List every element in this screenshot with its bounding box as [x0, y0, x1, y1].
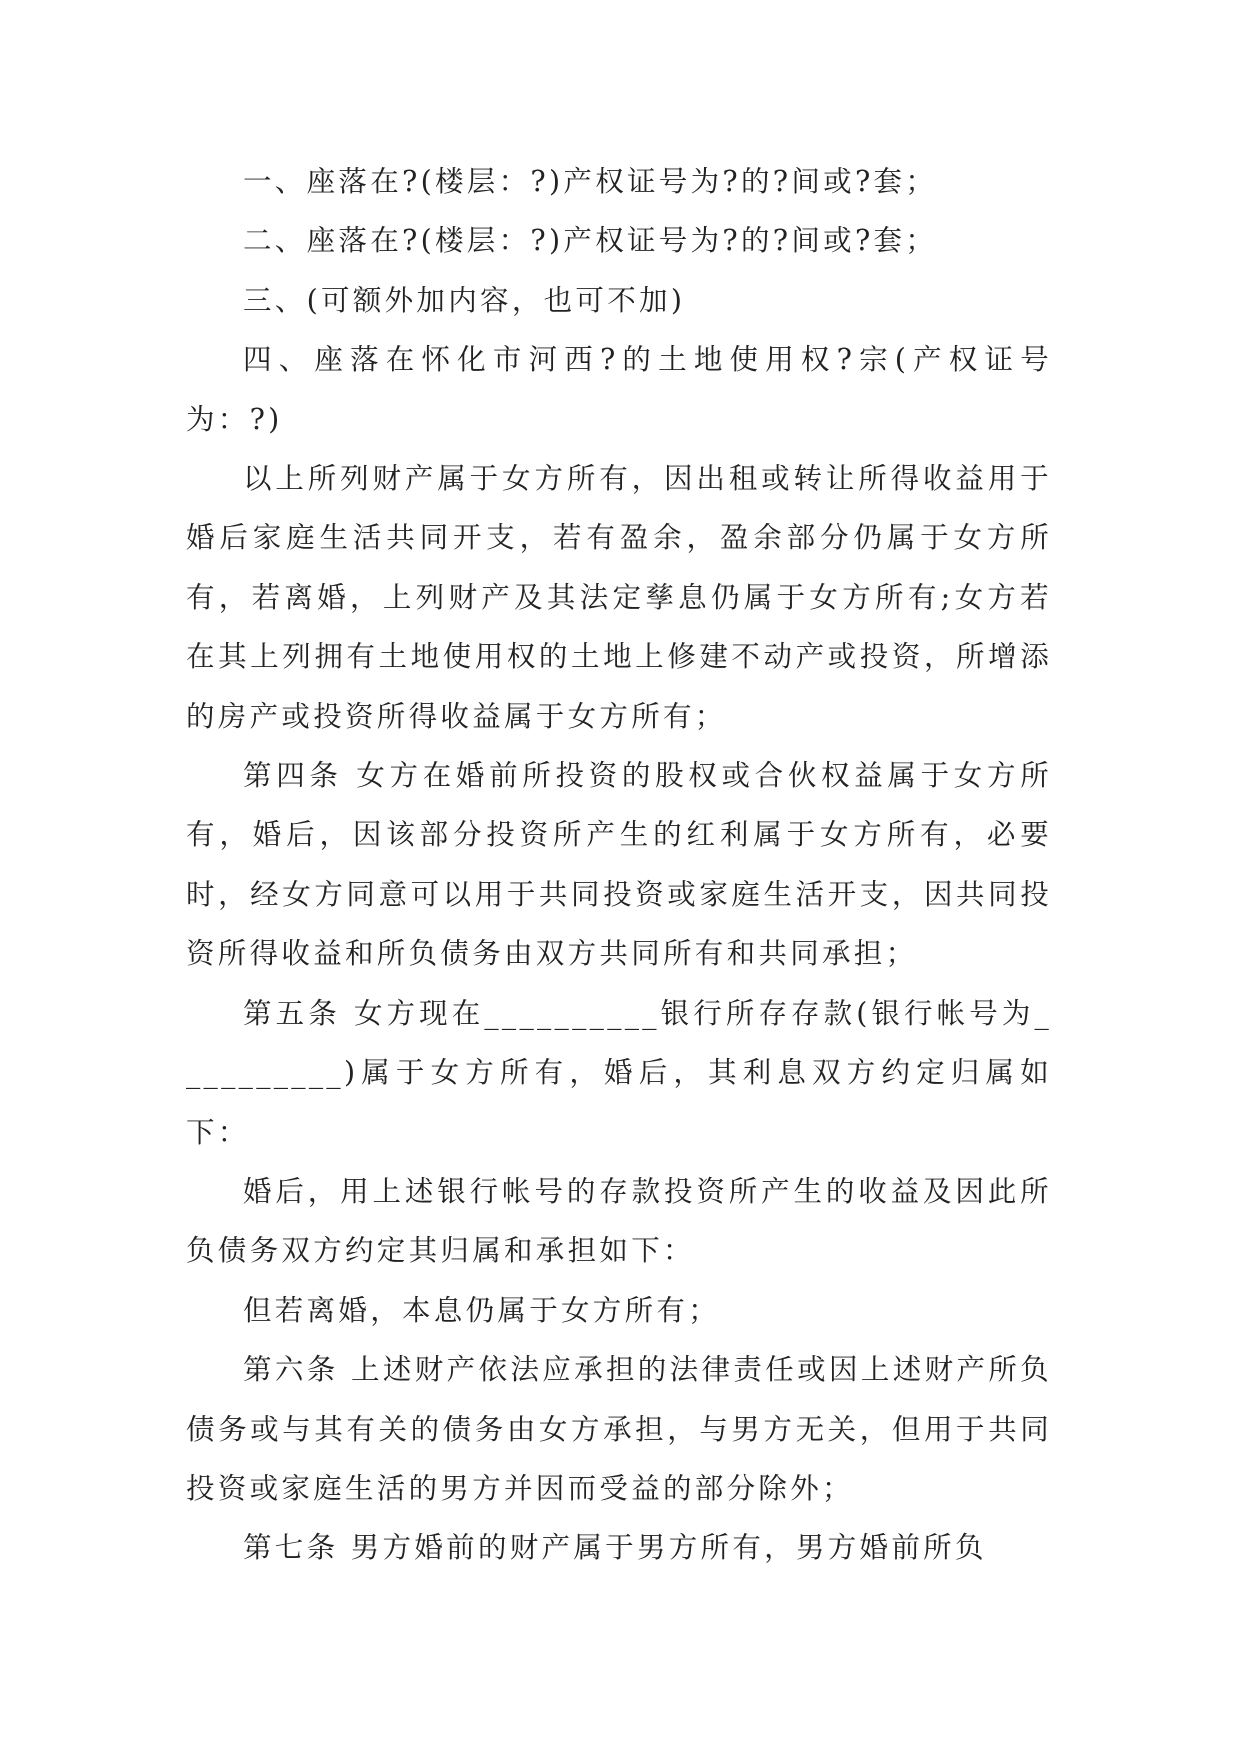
paragraph-property-item-2: 二、座落在?(楼层：?)产权证号为?的?间或?套；	[243, 224, 938, 258]
paragraph-property-item-3: 三、(可额外加内容，也可不加)	[243, 283, 686, 317]
paragraph-divorce-clause: 但若离婚，本息仍属于女方所有；	[243, 1293, 721, 1327]
paragraph-article-5: 第五条 女方现在__________银行所存存款(银行帐号为__________)属于女方所有，婚后，其利息双方约定归属如下：	[186, 996, 1052, 1149]
paragraph-property-ownership: 以上所列财产属于女方所有，因出租或转让所得收益用于婚后家庭生活共同开支，若有盈余，盈余部分仍属于女方所有，若离婚，上列财产及其法定孳息仍属于女方所有;女方若在其上列拥有土地使用权的土地上修建不动产或投资，所增添的房产或投资所得收益属于女方所有；	[186, 462, 1052, 733]
paragraph-property-item-4: 四、座落在怀化市河西?的土地使用权?宗(产权证号为：?)	[186, 343, 1052, 436]
document-body	[186, 152, 1052, 1578]
paragraph-investment-income: 婚后，用上述银行帐号的存款投资所产生的收益及因此所负债务双方约定其归属和承担如下：	[186, 1174, 1052, 1268]
paragraph-property-item-1: 一、座落在?(楼层：?)产权证号为?的?间或?套；	[243, 165, 938, 198]
paragraph-article-4: 第四条 女方在婚前所投资的股权或合伙权益属于女方所有，婚后，因该部分投资所产生的红利属于女方所有，必要时，经女方同意可以用于共同投资或家庭生活开支，因共同投资所得收益和所负债务由双方共同所有和共同承担；	[186, 759, 1052, 971]
paragraph-article-6: 第六条 上述财产依法应承担的法律责任或因上述财产所负债务或与其有关的债务由女方承担，与男方无关，但用于共同投资或家庭生活的男方并因而受益的部分除外；	[186, 1353, 1052, 1505]
paragraph-article-7: 第七条 男方婚前的财产属于男方所有，男方婚前所负	[243, 1531, 987, 1565]
